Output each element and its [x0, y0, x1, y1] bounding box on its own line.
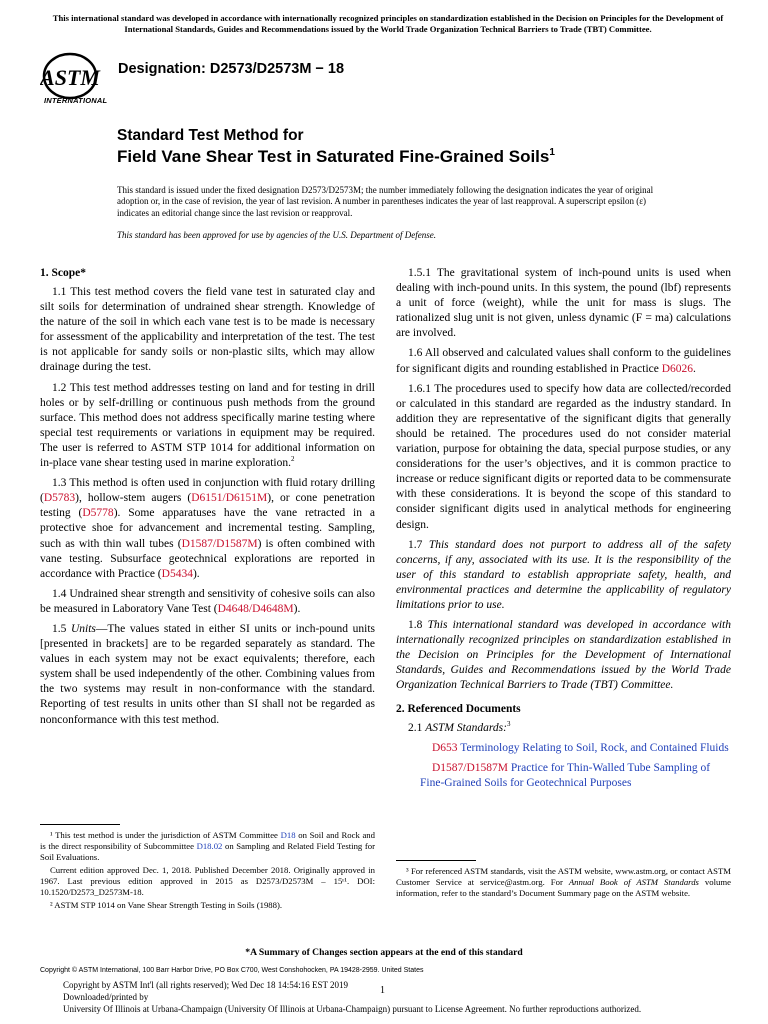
s21-num: 2.1: [408, 721, 426, 734]
ref-link-d4648[interactable]: D4648/D4648M: [217, 602, 294, 615]
s15-text: —The values stated in either SI units or inch-pound units [presented in brackets] are to be regarded separately as standard. The values in each system may not be exact equivalents; therefore, each system shall be used independently of the other. Combining values from the two systems may result in non-conformance with the standard. Reporting of test results in units other than SI shall not be regarded as nonconformance with this test method.: [40, 622, 375, 726]
ref-title-d1587[interactable]: Practice for Thin-Walled Tube Sampling of Fine-Grained Soils for Geotechnical Purposes: [420, 761, 711, 789]
summary-note: *A Summary of Changes section appears at the end of this standard: [245, 947, 523, 958]
ref-link-d18[interactable]: D18: [280, 830, 296, 840]
s17-num: 1.7: [408, 538, 429, 551]
section-1-2-text: 1.2 This test method addresses testing on land and for testing in drill holes or by self-drilling or continuous push methods from the ground surface. This method does not address specifically marine testing where special test requirements or variations in equipment may be required. The user is referred to ASTM STP 1014 for additional information on in-place vane shear testing used in marine exploration.: [40, 381, 375, 470]
ref-link-d1587-list[interactable]: D1587/D1587M: [432, 761, 509, 774]
page-number: 1: [380, 985, 385, 996]
s21-text: ASTM Standards:: [425, 721, 507, 734]
download-line3: University Of Illinois at Urbana-Champaign (University Of Illinois at Urbana-Champaign) pursuant to License Agreement. No further reproductions authorized.: [63, 1004, 642, 1014]
designation-label: Designation:: [118, 61, 206, 77]
ref-link-d653[interactable]: D653: [432, 741, 458, 754]
s13-f: ).: [192, 567, 200, 580]
download-line2: Downloaded/printed by: [63, 992, 149, 1002]
ref-link-d6151[interactable]: D6151/D6151M: [191, 492, 268, 505]
s17-text: This standard does not purport to address all of the safety concerns, if any, associated with its use. It is the responsibility of the user of this standard to establish appropriate safety, health, and environmental practices and determine the applicability of regulatory limitations prior to use.: [396, 538, 731, 611]
s15-num: 1.5: [52, 622, 71, 635]
footnotes-right: [396, 866, 731, 901]
footnote-3-mark: 3: [506, 719, 511, 728]
section-1-4: [40, 587, 375, 617]
designation: [118, 61, 344, 77]
fn1-a: ¹ This test method is under the jurisdiction of ASTM Committee: [50, 830, 281, 840]
ref-link-d5778[interactable]: D5778: [82, 507, 114, 520]
footnotes-left: [40, 830, 375, 913]
fn1-c: on Sampling and Related Field Testing for Soil Evaluations.: [40, 841, 375, 862]
right-column: [396, 266, 731, 796]
section-1-7: [396, 538, 731, 613]
ref-title-d653[interactable]: Terminology Relating to Soil, Rock, and Contained Fluids: [460, 741, 729, 754]
section-2-1: [396, 721, 731, 736]
section-1-5-1: 1.5.1 The gravitational system of inch-pound units is used when dealing with inch-pound units. In this system, the pound (lbf) represents a unit of force (weight), while the unit for mass is slugs. The rationalized slug unit is not given, unless dynamic (F = ma) calculations are involved.: [396, 267, 731, 340]
ref-link-d5783[interactable]: D5783: [43, 492, 76, 505]
s13-b: ), hollow-stem augers (: [75, 492, 192, 505]
footnote-divider-right: [396, 860, 476, 861]
designation-code: D2573/D2573M − 18: [209, 61, 345, 77]
ref-link-d18-02[interactable]: D18.02: [196, 841, 223, 851]
fn3-b: volume information, refer to the standard’s Document Summary page on the ASTM website.: [396, 877, 731, 898]
section-1-1: 1.1 This test method covers the field vane test in saturated clay and silt soils for determination of undrained shear strength. Knowledge of the nature of the soil in which each vane test is to be made is necessary for assessment of the applicability and interpretation of the test. The test is not applicable for sandy soils or non-plastic silts, which may allow drainage during the test.: [40, 286, 375, 374]
ref-link-d6026[interactable]: D6026: [661, 362, 694, 375]
s15-units: Units: [70, 622, 96, 635]
s13-e: ) is often combined with vane testing. Subsurface geotechnical explorations are reported in accordance with Practice (: [40, 537, 375, 580]
s18-text: This international standard was developed in accordance with internationally recognized principles on standardization established in the Decision on Principles for the Development of International Standards, Guides and Recommendations issued by the World Trade Organization Technical Barriers to Trade (TBT) Committee.: [396, 619, 732, 692]
section-1-5: [40, 622, 375, 728]
fn3-it: Annual Book of ASTM Standards: [568, 877, 699, 887]
footnote-2-mark: 2: [291, 455, 295, 464]
ref-item-d1587: [408, 761, 731, 791]
section-1-2: [40, 381, 375, 472]
footnote-2: ² ASTM STP 1014 on Vane Shear Strength Testing in Soils (1988).: [50, 900, 283, 910]
footnote-1: [40, 830, 375, 863]
section-1-6: [396, 346, 731, 376]
page-title: [117, 147, 555, 167]
download-stamp: [63, 979, 641, 1015]
ref-item-d653: [408, 741, 731, 756]
ref-link-d1587[interactable]: D1587/D1587M: [181, 537, 258, 550]
logo-letters: ASTM: [40, 65, 100, 90]
s13-a: 1.3 This method is often used in conjunction with fluid rotary drilling (: [40, 477, 375, 505]
section-1-8: [396, 618, 731, 693]
issue-note: This standard is issued under the fixed designation D2573/D2573M; the number immediately following the designation indicates the year of original adoption or, in the case of revision, the year of last revision. A number in parentheses indicates the year of last reapproval. A superscript epsilon (ε) indicates an editorial change since the last revision or reapproval.: [117, 185, 654, 218]
footnote-divider-left: [40, 824, 120, 825]
copyright-line: Copyright © ASTM International, 100 Barr Harbor Drive, PO Box C700, West Conshohocken, PA 19428-2959. United States: [40, 967, 424, 974]
left-column: [40, 266, 375, 733]
s16-a: 1.6 All observed and calculated values shall conform to the guidelines for significant digits and rounding established in Practice: [396, 347, 731, 375]
title-line2: Field Vane Shear Test in Saturated Fine-Grained Soils: [117, 147, 550, 166]
s13-d: ). Some apparatuses have the vane retracted in a protective shoe for advancement and incremental testing. Sampling, such as with thin wall tubes (: [40, 507, 375, 550]
section-1-3: [40, 476, 375, 582]
top-note: This international standard was developed in accordance with internationally recognized principles on standardization established in the Decision on Principles for the Development of International Standards, Guides and Recommendations issued by the World Trade Organization Technical Barriers to Trade (TBT) Committee.: [52, 13, 724, 34]
s18-num: 1.8: [408, 619, 428, 632]
s13-c: ), or cone penetration testing (: [40, 492, 375, 520]
refdocs-heading: 2. Referenced Documents: [396, 702, 521, 715]
footnote-1-edition: Current edition approved Dec. 1, 2018. Published December 2018. Originally approved in 1967. Last previous edition approved in 2015 as D2573/D2573M – 15ᵋ¹. DOI: 10.1520/D2573_D2573M-18.: [40, 865, 375, 897]
footnote-3: [396, 866, 731, 899]
fn3-a: ³ For referenced ASTM standards, visit the ASTM website, www.astm.org, or contact ASTM Customer Service at service@astm.org. For: [396, 866, 731, 887]
s14-b: ).: [293, 602, 301, 615]
title-footnote-mark: 1: [549, 147, 555, 158]
title-line1: Standard Test Method for: [117, 127, 304, 144]
scope-heading: 1. Scope*: [40, 267, 86, 279]
s14-a: 1.4 Undrained shear strength and sensitivity of cohesive soils can also be measured in Laboratory Vane Test (: [40, 587, 375, 615]
ref-link-d5434[interactable]: D5434: [161, 567, 193, 580]
fn1-b: on Soil and Rock and is the direct responsibility of Subcommittee: [40, 830, 375, 851]
s16-b: .: [693, 362, 696, 375]
logo-wordmark: INTERNATIONAL: [44, 96, 108, 105]
approval-note: This standard has been approved for use by agencies of the U.S. Department of Defense.: [117, 230, 437, 240]
download-line1: Copyright by ASTM Int'l (all rights reserved); Wed Dec 18 14:54:16 EST 2019: [63, 980, 349, 990]
section-1-6-1: 1.6.1 The procedures used to specify how data are collected/recorded or calculated in this standard are regarded as the industry standard. In addition they are representative of the significant digits that generally should be retained. The procedures used do not consider material variation, purpose for obtaining the data, special purpose studies, or any considerations for the user’s objectives, and it is common practice to increase or reduce significant digits or reported data to be commensurate with these considerations. It is beyond the scope of this standard to consider significant digits used in analytical methods for engineering design.: [396, 382, 731, 531]
